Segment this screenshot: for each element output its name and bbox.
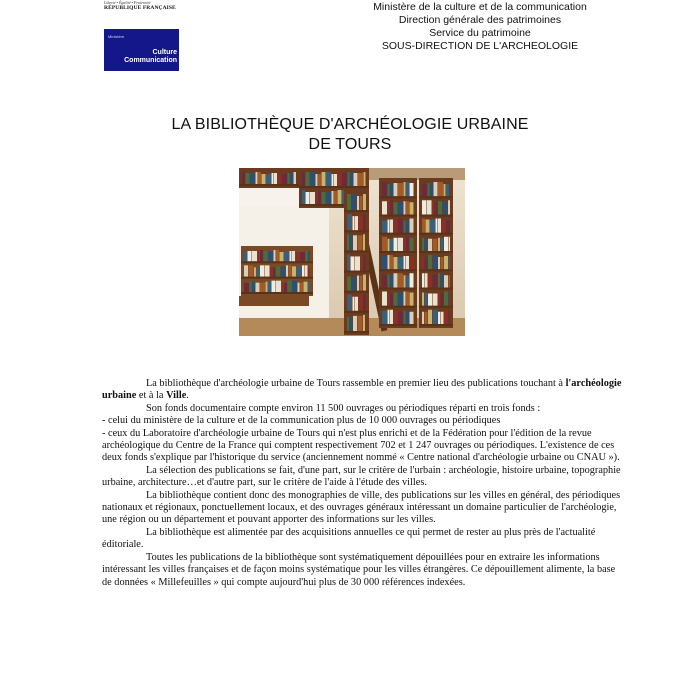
paragraph-fund-laboratory: - ceux du Laboratoire d'archéologie urbaine de Tours qui n'est plus enrichi et de la Fédération pour l'édition de la revue archéologique du Centre de la France qui comptent respectivement 702 et 1 247 ouvrages ou périodiques. L'existence de ces deux fonds s'explique par l'historique du service (anciennement nommé « Centre national d'archéologie urbaine ou CNAU »). (102, 427, 620, 464)
republic-label: RÉPUBLIQUE FRANÇAISE (104, 5, 176, 11)
republic-logo (104, 0, 184, 12)
paragraph-acquisitions: La bibliothèque est alimentée par des acquisitions annuelles ce qui permet de rester au plus près de l'actualité éditoriale. (102, 526, 596, 551)
emphasis-urban-archaeology: l'archéologie urbaine (102, 378, 622, 402)
paragraph-indexing: Toutes les publications de la bibliothèque sont systématiquement dépouillées pour en extraire les informations intéressant les villes françaises et de façon moins systématique pour les villes étrangères. Ce dépouillement alimente, la base de données « Millefeuilles » qui compte aujourd'hui plus de 30 000 références indexées. (102, 551, 616, 588)
ministry-logo-communication: Communication (124, 57, 177, 64)
title-line-1: LA BIBLIOTHÈQUE D'ARCHÉOLOGIE URBAINE (171, 116, 529, 133)
paragraph-selection: La sélection des publications se fait, d'une part, sur le critère de l'urbain : archéologie, histoire urbaine, topographie urbaine, architecture…et d'autre part, sur le critère de l'aide à l'étude des villes. (102, 464, 621, 489)
paragraph-intro-text: La bibliothèque d'archéologie urbaine de Tours rassemble en premier lieu des publications touchant à (146, 378, 566, 389)
header-line-ministry: Ministère de la culture et de la communication (373, 1, 587, 13)
ministry-header (330, 1, 630, 53)
ministry-logo (104, 29, 179, 71)
paragraph-fund-ministry: - celui du ministère de la culture et de la communication plus de 10 000 ouvrages ou périodiques (102, 415, 501, 427)
document-body (102, 378, 624, 589)
republic-motto: Liberté • Égalité • Fraternité (104, 0, 151, 5)
header-line-direction: Direction générale des patrimoines (398, 14, 562, 26)
ministry-logo-small-text: Ministère (108, 34, 125, 39)
paragraph-contents: La bibliothèque contient donc des monographies de ville, des publications sur les villes en général, des périodiques nationaux et régionaux, ponctuellement locaux, et des ouvrages généraux intéressant un domaine particulier de l'archéologie, une région ou un département et pouvant apporter des informations sur les villes. (102, 489, 621, 526)
title-line-2: DE TOURS (308, 136, 392, 153)
paragraph-intro-text-2: et à la (136, 390, 167, 402)
emphasis-city: Ville (166, 390, 187, 402)
bookshelves-graphic (239, 168, 465, 336)
library-photo (239, 168, 465, 336)
page-title (100, 115, 600, 155)
ministry-logo-culture: Culture (152, 49, 177, 56)
paragraph-intro-end: . (186, 390, 189, 402)
header-line-subdirection: SOUS-DIRECTION DE L'ARCHEOLOGIE (381, 40, 579, 52)
paragraph-collection: Son fonds documentaire compte environ 11 500 ouvrages ou périodiques réparti en trois fonds : (146, 402, 541, 414)
paragraph-intro (102, 378, 624, 403)
header-line-service: Service du patrimoine (429, 27, 531, 39)
